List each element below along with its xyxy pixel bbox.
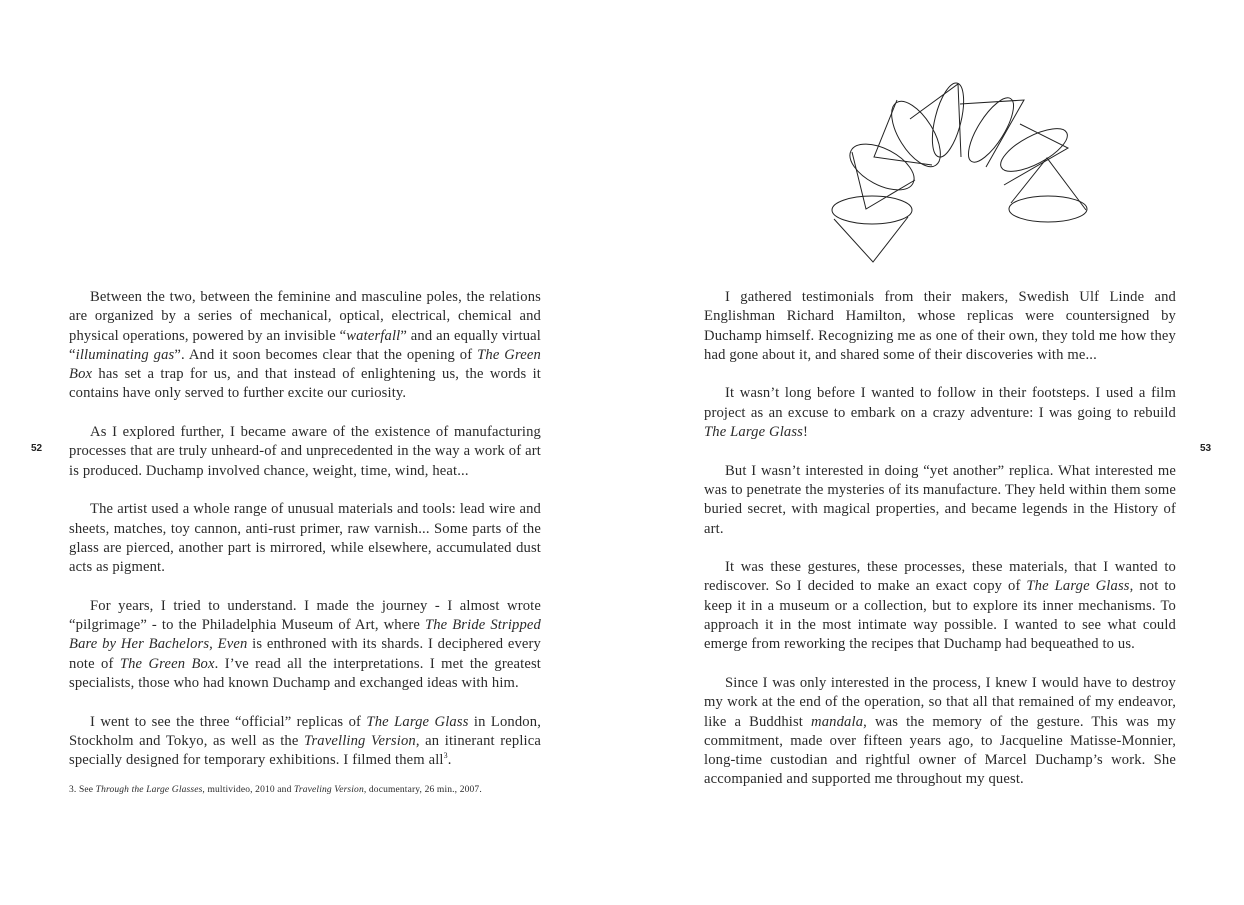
text: ”. And it soon becomes clear that the opening of bbox=[174, 346, 478, 363]
page-number-right: 53 bbox=[1200, 443, 1212, 454]
text: has set a trap for us, and that instead of enlightening us, the words it contains have only served to further excite our curiosity. bbox=[69, 366, 541, 402]
footnote-ref: 3 bbox=[443, 751, 448, 761]
text: , not to keep it in a museum or a collection, but to explore its inner mechanisms. To approach it in the most intimate way possible. I wanted to see what could emerge from reworking the recipes that Duchamp had bequeathed to us. bbox=[704, 578, 1176, 653]
page-number-left: 52 bbox=[31, 443, 43, 454]
cone-5 bbox=[960, 92, 1024, 169]
italic-text: illuminating gas bbox=[75, 346, 175, 363]
italic-text: waterfall bbox=[346, 327, 401, 344]
paragraph: As I explored further, I became aware of the existence of manufacturing processes that are truly unheard-of and unprecedented in the way a work of art is produced. Duchamp involved chance, weight, time, wind, heat... bbox=[69, 424, 541, 479]
text: 3. See bbox=[69, 785, 96, 796]
paragraph bbox=[69, 713, 541, 771]
paragraph: But I wasn’t interested in doing “yet another” replica. What interested me was to penetrate the mysteries of its manufacture. They held within them some buried secret, with magical properties, and became legends in the History of art. bbox=[704, 462, 1176, 537]
text: . I’ve read all the interpretations. I met the greatest specialists, those who had known Duchamp and exchanged ideas with him. bbox=[69, 655, 541, 691]
text: , an itinerant replica specially designed for temporary exhibitions. I filmed them all bbox=[69, 732, 541, 769]
paragraph: The artist used a whole range of unusual materials and tools: lead wire and sheets, matches, toy cannon, anti-rust primer, raw varnish... Some parts of the glass are pierced, another part is mirrored, while elsewhere, accumulated dust acts as pigment. bbox=[69, 501, 541, 576]
text: , documentary, 26 min., 2007. bbox=[363, 785, 482, 796]
italic-text: Traveling Version bbox=[294, 785, 364, 796]
left-page-text bbox=[69, 288, 541, 796]
text: It wasn’t long before I wanted to follow in their footsteps. I used a film project as an excuse to embark on a crazy adventure: I was going to rebuild bbox=[704, 385, 1176, 421]
italic-text: Through the Large Glasses bbox=[95, 785, 203, 796]
italic-text: The Green Box bbox=[69, 346, 541, 383]
text: I went to see the three “official” replicas of bbox=[90, 713, 367, 730]
italic-text: The Large Glass bbox=[366, 713, 469, 730]
text: , was the memory of the gesture. This was my commitment, made over fifteen years ago, to Jacqueline Matisse-Monnier, long-time custodian and rightful owner of Marcel Duchamp’s work. She accompanied and supported me throughout my quest. bbox=[704, 713, 1176, 788]
text: For years, I tried to understand. I made the journey - I almost wrote “pilgrimage” - to the Philadelphia Museum of Art, where bbox=[69, 597, 541, 634]
italic-text: The Large Glass bbox=[1026, 578, 1130, 595]
text: It was these gestures, these processes, these materials, that I wanted to rediscover. So I decided to make an exact copy of bbox=[704, 559, 1176, 595]
cone-7 bbox=[1009, 158, 1087, 222]
text: is enthroned with its shards. I deciphered every note of bbox=[69, 636, 542, 672]
text: Between the two, between the feminine and masculine poles, the relations are organized by a series of mechanical, optical, electrical, chemical and physical operations, powered by an invisible “ bbox=[69, 289, 541, 344]
italic-text: The Bride Stripped Bare by Her Bachelors, Even bbox=[69, 617, 541, 653]
italic-text: mandala bbox=[811, 713, 864, 730]
paragraph bbox=[704, 558, 1176, 654]
text: ! bbox=[803, 424, 809, 441]
footnote bbox=[69, 784, 541, 796]
italic-text: The Green Box bbox=[119, 655, 215, 672]
paragraph bbox=[69, 597, 541, 693]
italic-text: The Large Glass bbox=[704, 424, 804, 441]
paragraph bbox=[704, 674, 1176, 790]
text: Since I was only interested in the process, I knew I would have to destroy my work at the end of the operation, so that all that remained of my endeavor, like a Buddhist bbox=[704, 674, 1176, 730]
paragraph bbox=[69, 288, 541, 404]
italic-text: Travelling Version bbox=[304, 732, 416, 749]
paragraph bbox=[704, 384, 1176, 442]
right-page-text bbox=[704, 288, 1176, 790]
paragraph: I gathered testimonials from their makers, Swedish Ulf Linde and Englishman Richard Hamilton, whose replicas were countersigned by Duchamp himself. Recognizing me as one of their own, they told me how they had gone about it, and shared some of their discoveries with me... bbox=[704, 289, 1176, 363]
text: in London, Stockholm and Tokyo, as well as the bbox=[69, 713, 541, 749]
text: . bbox=[447, 752, 452, 769]
text: , multivideo, 2010 and bbox=[202, 785, 295, 796]
text: ” and an equally virtual “ bbox=[69, 327, 541, 363]
cones-arc-illustration-icon bbox=[826, 80, 1092, 265]
